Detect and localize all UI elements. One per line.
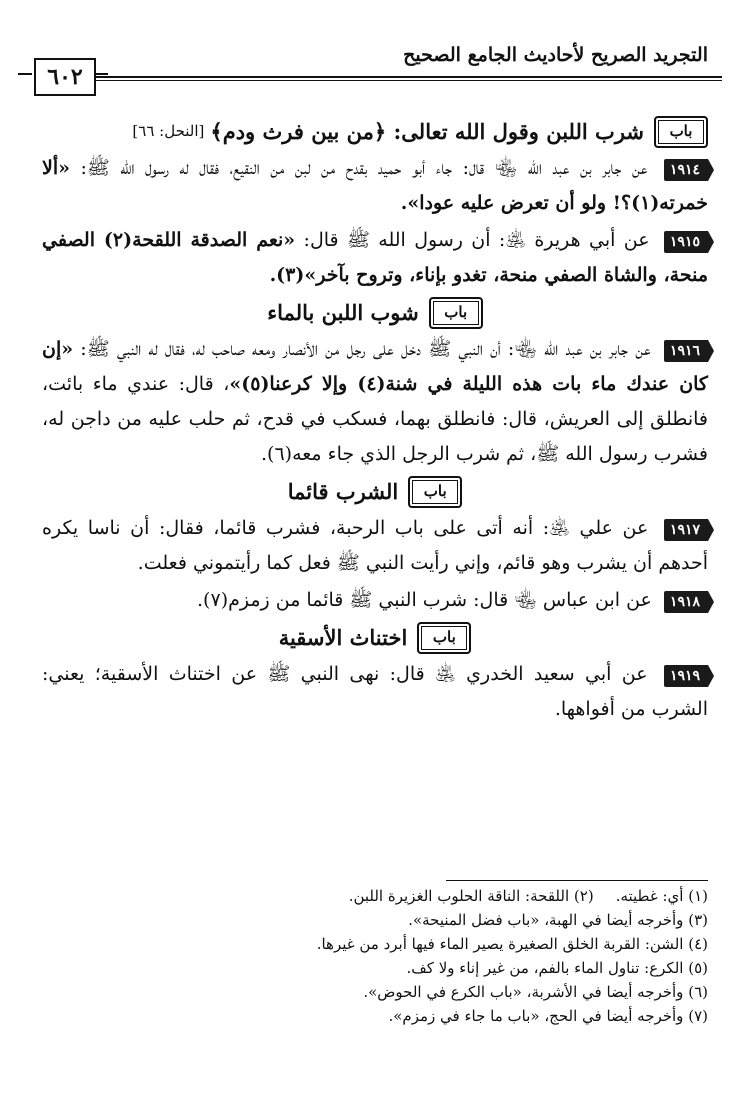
- footnote-rule: [446, 880, 708, 881]
- hadith-paragraph: [42, 332, 708, 472]
- page-content: [42, 112, 708, 729]
- footnote-text: وأخرجه أيضا في الأشربة، «باب الكرع في الحوض».: [363, 983, 684, 1001]
- footnote-number: (٥): [688, 959, 708, 977]
- hadith-number: ١٩١٥: [664, 231, 708, 253]
- hadith-text: عن جابر بن عبد الله ﵄ قال: جاء أبو حميد بقدح من لبن من النقيع، فقال له رسول الله ﷺ:: [70, 157, 648, 179]
- page-number-dash-left: [18, 73, 32, 75]
- header-rule: [90, 76, 722, 78]
- footnote-number: (٢): [573, 887, 594, 905]
- hadith-paragraph: [42, 151, 708, 221]
- hadith-number: ١٩١٤: [664, 159, 708, 181]
- hadith-text: عن أبي سعيد الخدري ﵁ قال: نهى النبي ﷺ عن اختناث الأسقية؛ يعني: الشرب من أفواهها.: [42, 663, 708, 720]
- footnote-text: الشن: القربة الخلق الصغيرة يصير الماء فيها أبرد من غيرها.: [316, 935, 684, 953]
- footnote-text: الكرع: تناول الماء بالفم، من غير إناء ولا كف.: [406, 959, 684, 977]
- hadith-text: عن أبي هريرة ﵁: أن رسول الله ﷺ قال:: [295, 229, 650, 251]
- chapter-heading: [42, 114, 708, 149]
- footnote-row: [42, 884, 708, 908]
- hadith-paragraph: [42, 583, 708, 618]
- quran-reference: [النحل: ٦٦]: [132, 122, 205, 140]
- footnote: [42, 932, 708, 956]
- hadith-quote: «ألا خمرته(١)؟! ولو أن تعرض عليه عودا».: [42, 157, 708, 214]
- chapter-title: شرب اللبن وقول الله تعالى: ﴿من بين فرث ودم﴾: [210, 119, 644, 144]
- hadith-paragraph: [42, 511, 708, 581]
- page-number-dash-right: [94, 73, 108, 75]
- footnotes: [42, 884, 708, 1028]
- footnote-number: (٤): [688, 935, 708, 953]
- bab-label-box: باب: [417, 622, 471, 654]
- bab-label-box: باب: [429, 297, 483, 329]
- footnote-text: وأخرجه أيضا في الحج، «باب ما جاء في زمزم».: [388, 1007, 684, 1025]
- footnote-number: (١): [688, 887, 708, 905]
- hadith-quote: «نعم الصدقة اللقحة(٢) الصفي منحة، والشاة الصفي منحة، تغدو بإناء، وتروح بآخر»(٣).: [42, 229, 708, 286]
- hadith-number: ١٩١٦: [664, 340, 708, 362]
- hadith-paragraph: [42, 223, 708, 293]
- chapter-title: اختناث الأسقية: [278, 625, 408, 650]
- header-rule-thin: [90, 80, 722, 81]
- footnote: [42, 956, 708, 980]
- hadith-text: عن علي ﵁: أنه أتى على باب الرحبة، فشرب قائما، فقال: أن ناسا يكره أحدهم أن يشرب وهو قائم، وإني رأيت النبي ﷺ فعل كما رأيتموني فعلت.: [42, 517, 708, 574]
- page-number: ٦٠٢: [34, 58, 96, 96]
- bab-label-box: باب: [654, 116, 708, 148]
- footnote: [42, 1004, 708, 1028]
- hadith-quote: «إن كان عندك ماء بات هذه الليلة في شنة(٤) وإلا كرعنا(٥)»: [42, 338, 708, 395]
- footnote: [616, 884, 708, 908]
- bab-label-box: باب: [408, 476, 462, 508]
- footnote-text: أي: غطيته.: [615, 887, 684, 905]
- hadith-text-continued: ، قال: عندي ماء بائت، فانطلق إلى العريش، قال: فانطلق بهما، فسكب في قدح، ثم حلب عليه من داجن له، فشرب رسول الله ﷺ، ثم شرب الرجل الذي جاء معه(٦).: [42, 373, 708, 465]
- footnote-number: (٣): [688, 911, 708, 929]
- hadith-number: ١٩١٧: [664, 519, 708, 541]
- chapter-title: شوب اللبن بالماء: [267, 300, 419, 325]
- chapter-title: الشرب قائما: [287, 479, 399, 504]
- hadith-text: عن جابر بن عبد الله ﵄: أن النبي ﷺ دخل على رجل من الأنصار ومعه صاحب له، فقال له النبي ﷺ:: [73, 338, 651, 360]
- footnote: [42, 980, 708, 1004]
- footnote-number: (٦): [688, 983, 708, 1001]
- hadith-number: ١٩١٨: [664, 591, 708, 613]
- footnote-text: اللقحة: الناقة الحلوب الغزيرة اللبن.: [348, 887, 570, 905]
- hadith-paragraph: [42, 657, 708, 727]
- running-title: التجريد الصريح لأحاديث الجامع الصحيح: [403, 44, 708, 66]
- chapter-heading: [42, 295, 708, 330]
- footnote: [42, 908, 708, 932]
- footnote-number: (٧): [688, 1007, 708, 1025]
- hadith-text: عن ابن عباس ﵄ قال: شرب النبي ﷺ قائما من زمزم(٧).: [197, 589, 652, 611]
- footnote-text: وأخرجه أيضا في الهبة، «باب فضل المنيحة».: [408, 911, 684, 929]
- hadith-number: ١٩١٩: [664, 665, 708, 687]
- chapter-heading: [42, 620, 708, 655]
- chapter-heading: [42, 474, 708, 509]
- footnote: [349, 884, 594, 908]
